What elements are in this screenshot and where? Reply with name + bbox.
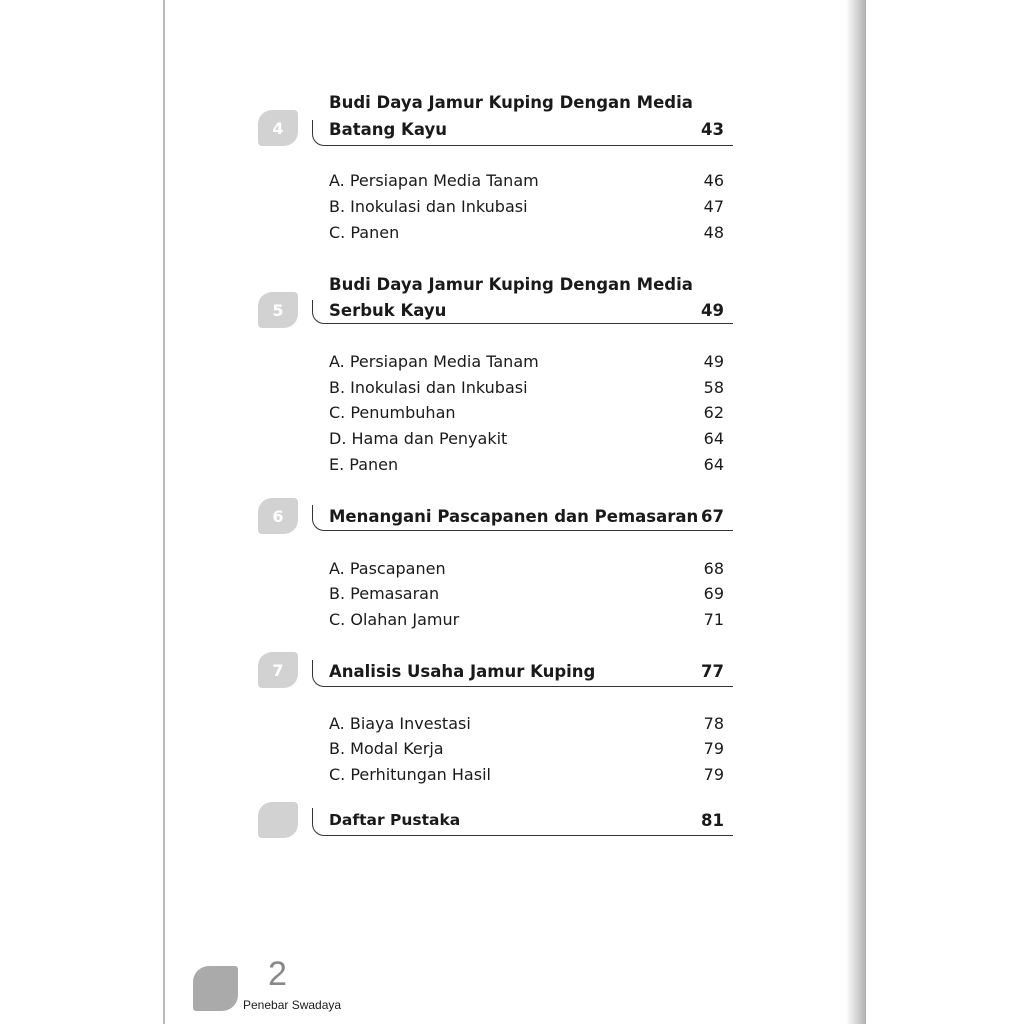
chapter-title: Analisis Usaha Jamur Kuping <box>329 662 596 681</box>
toc-item-page: 47 <box>703 197 724 216</box>
toc-item-page: 48 <box>703 223 724 242</box>
toc-item-page: 46 <box>703 171 724 190</box>
toc-item-page: 58 <box>703 378 724 397</box>
toc-item: C. Perhitungan Hasil <box>329 765 491 784</box>
chapter-badge-blank <box>258 802 298 838</box>
toc-item: A. Persiapan Media Tanam <box>329 171 539 190</box>
toc-item: B. Pemasaran <box>329 584 440 603</box>
chapter-page: 67 <box>701 507 724 526</box>
toc-item-page: 71 <box>703 610 724 629</box>
toc-item: B. Inokulasi dan Inkubasi <box>329 197 528 216</box>
toc-item: A. Pascapanen <box>329 559 446 578</box>
toc-item: C. Penumbuhan <box>329 403 456 422</box>
chapter-page: 49 <box>701 301 724 320</box>
chapter-title: Daftar Pustaka <box>329 811 461 829</box>
toc-item: A. Persiapan Media Tanam <box>329 352 539 371</box>
toc-item-page: 69 <box>703 584 724 603</box>
chapter-page: 81 <box>701 811 724 830</box>
page-number: 2 <box>268 955 287 993</box>
chapter-page: 43 <box>701 120 724 139</box>
toc-item: C. Olahan Jamur <box>329 610 460 629</box>
toc-item-page: 78 <box>703 714 724 733</box>
page-edge-shadow <box>846 0 866 1024</box>
toc-item: E. Panen <box>329 455 399 474</box>
toc-item-page: 79 <box>703 739 724 758</box>
chapter-title-line2: Batang Kayu <box>329 120 447 139</box>
chapter-title-line2: Serbuk Kayu <box>329 301 447 320</box>
chapter-number-badge: 5 <box>258 292 298 328</box>
chapter-number-badge: 6 <box>258 498 298 534</box>
chapter-title: Menangani Pascapanen dan Pemasaran <box>329 507 699 526</box>
chapter-title-line1: Budi Daya Jamur Kuping Dengan Media <box>329 275 693 294</box>
toc-item: A. Biaya Investasi <box>329 714 471 733</box>
toc-item-page: 62 <box>703 403 724 422</box>
toc-item-page: 64 <box>703 429 724 448</box>
toc-item: C. Panen <box>329 223 400 242</box>
toc-item-page: 64 <box>703 455 724 474</box>
toc-item: B. Inokulasi dan Inkubasi <box>329 378 528 397</box>
toc-item-page: 79 <box>703 765 724 784</box>
footer-badge <box>193 966 238 1011</box>
toc-item-page: 68 <box>703 559 724 578</box>
toc-item: D. Hama dan Penyakit <box>329 429 508 448</box>
toc-item-page: 49 <box>703 352 724 371</box>
publisher-name: Penebar Swadaya <box>243 998 342 1012</box>
chapter-number-badge: 7 <box>258 652 298 688</box>
toc-item: B. Modal Kerja <box>329 739 444 758</box>
chapter-page: 77 <box>701 662 724 681</box>
chapter-number-badge: 4 <box>258 110 298 146</box>
chapter-title-line1: Budi Daya Jamur Kuping Dengan Media <box>329 93 693 112</box>
